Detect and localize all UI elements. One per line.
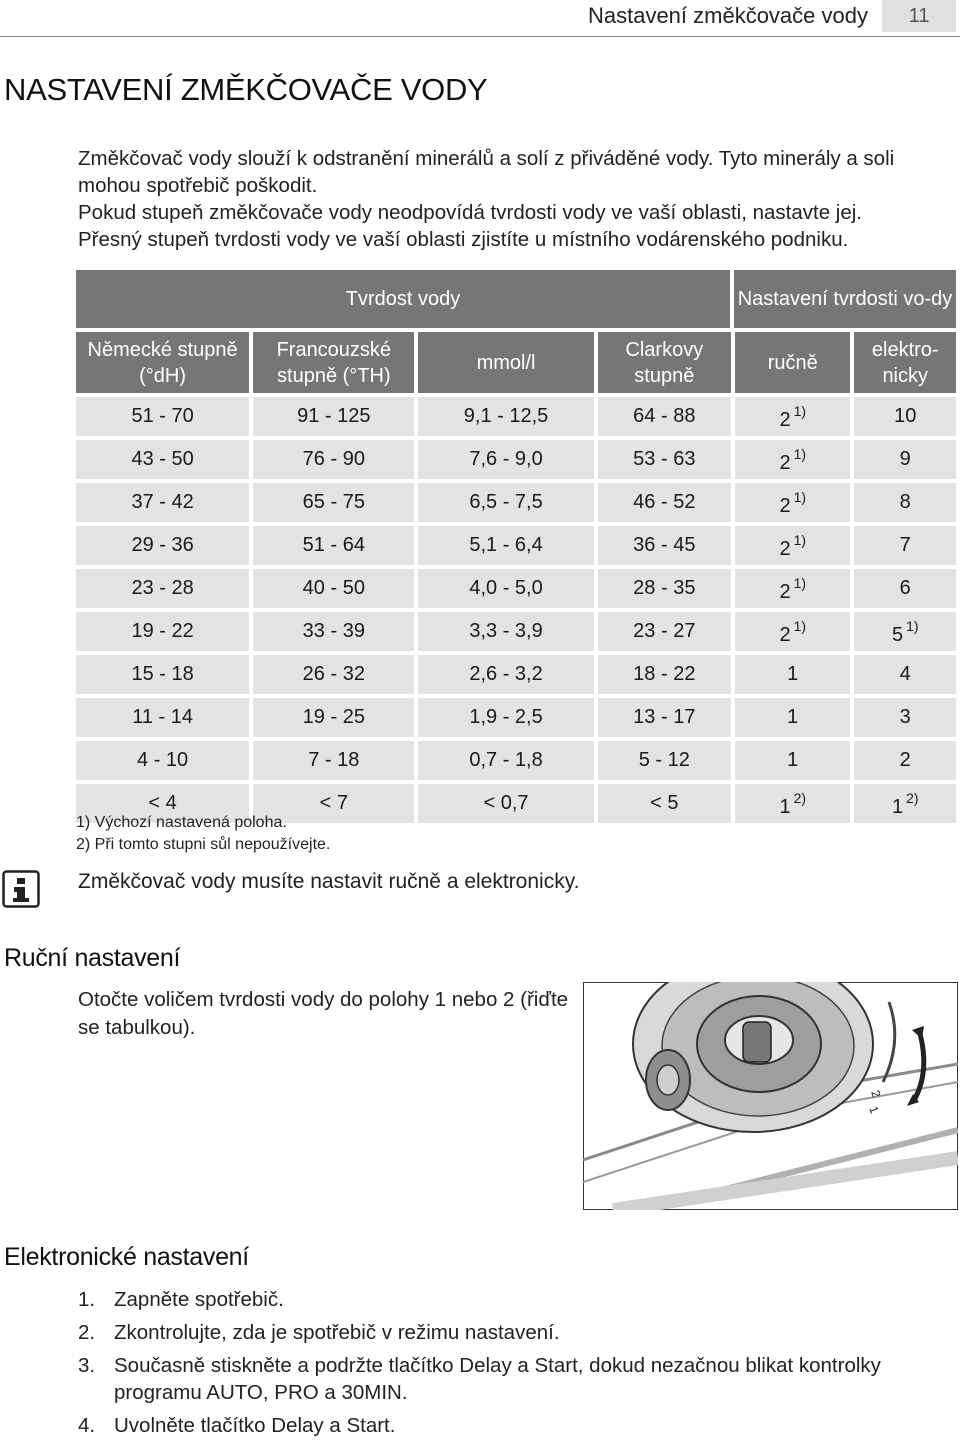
intro-paragraph: Přesný stupeň tvrdosti vody ve vaší oblasti zjistíte u místního vodárenského podniku. [78,228,849,251]
dial-label: 1 [866,1104,882,1116]
cell-mmol: < 0,7 [418,784,593,823]
cell-dh: 4 - 10 [76,741,249,780]
page-title: NASTAVENÍ ZMĚKČOVAČE VODY [4,72,488,107]
table-group-header-row [76,270,956,328]
cell-manual: 2 $^{1)}$ [735,483,850,522]
cell-electronic: 9 [854,440,956,479]
cell-electronic: 3 [854,698,956,737]
cell-th: 26 - 32 [253,655,414,694]
cell-clark: 53 - 63 [598,440,731,479]
electronic-steps-list [78,1286,938,1445]
cell-dh: 43 - 50 [76,440,249,479]
cell-electronic: 1 $^{2)}$ [854,784,956,823]
water-softener-dial-illustration [583,982,958,1210]
table-row [76,698,956,737]
cell-th: 7 - 18 [253,741,414,780]
table-row [76,612,956,651]
table-body [76,397,956,823]
cell-clark: 64 - 88 [598,397,731,436]
cell-electronic: 5 $^{1)}$ [854,612,956,651]
manual-setting-text: Otočte voličem tvrdosti vody do polohy 1 nebo 2 (řiďte se tabulkou). [78,988,569,1039]
cell-manual: 2 $^{1)}$ [735,440,850,479]
column-header-manual: ručně [735,332,850,393]
info-icon [2,870,40,908]
cell-dh: 37 - 42 [76,483,249,522]
cell-th: 40 - 50 [253,569,414,608]
intro-paragraph: Pokud stupeň změkčovače vody neodpovídá tvrdosti vody ve vaší oblasti, nastavte jej. [78,201,862,224]
column-header-th: Francouzské stupně (°TH) [253,332,414,393]
dial-label: 2 [868,1088,884,1100]
footnote: 1) Výchozí nastavená poloha. [76,814,287,831]
cell-manual: 2 $^{1)}$ [735,612,850,651]
table-footnotes [76,812,330,856]
table-row [76,526,956,565]
cell-electronic: 4 [854,655,956,694]
footnote-marker: 1) [793,445,807,462]
footnote-marker: 2) [793,789,807,806]
cell-clark: 36 - 45 [598,526,731,565]
cell-dh: < 4 [76,784,249,823]
intro-text [78,145,958,253]
cell-th: < 7 [253,784,414,823]
cell-clark: 23 - 27 [598,612,731,651]
cell-mmol: 6,5 - 7,5 [418,483,593,522]
table-row [76,440,956,479]
footnote-marker: 1) [793,574,807,591]
column-header-clark: Clarkovy stupně [598,332,731,393]
cell-electronic: 7 [854,526,956,565]
water-hardness-table [76,270,956,823]
cell-clark: 5 - 12 [598,741,731,780]
cell-th: 76 - 90 [253,440,414,479]
cell-th: 91 - 125 [253,397,414,436]
intro-paragraph: Změkčovač vody slouží k odstranění minerálů a solí z přiváděné vody. Tyto minerály a soli mohou spotřebič poškodit. [78,147,895,197]
cell-manual: 2 $^{1)}$ [735,526,850,565]
cell-electronic: 6 [854,569,956,608]
footnote: 2) Při tomto stupni sůl nepoužívejte. [76,836,331,853]
group-header-water-hardness: Tvrdost vody [76,270,730,328]
table-row [76,741,956,780]
cell-dh: 11 - 14 [76,698,249,737]
cell-th: 65 - 75 [253,483,414,522]
cell-dh: 29 - 36 [76,526,249,565]
list-item: 1. Zapněte spotřebič. [78,1288,284,1311]
footnote-marker: 2) [906,789,919,806]
table-row [76,397,956,436]
cell-dh: 19 - 22 [76,612,249,651]
cell-electronic: 2 [854,741,956,780]
cell-dh: 15 - 18 [76,655,249,694]
cell-mmol: 2,6 - 3,2 [418,655,593,694]
cell-manual: 2 $^{1)}$ [735,397,850,436]
group-header-hardness-setting: Nastavení tvrdosti vo-dy [734,270,956,328]
list-item: 3. Současně stiskněte a podržte tlačítko Delay a Start, dokud nezačnou blikat kontrolky programu AUTO, PRO a 30MIN. [78,1354,881,1404]
cell-manual: 2 $^{1)}$ [735,569,850,608]
footnote-marker: 1) [793,402,807,419]
cell-mmol: 7,6 - 9,0 [418,440,593,479]
cell-clark: 13 - 17 [598,698,731,737]
cell-th: 19 - 25 [253,698,414,737]
cell-dh: 23 - 28 [76,569,249,608]
list-item: 2. Zkontrolujte, zda je spotřebič v režimu nastavení. [78,1321,560,1344]
cell-clark: 18 - 22 [598,655,731,694]
running-header-title: Nastavení změkčovače vody [587,3,868,28]
cell-clark: 46 - 52 [598,483,731,522]
cell-manual: 1 [735,698,850,737]
table-row [76,569,956,608]
header-divider [0,36,960,37]
cell-electronic: 10 [854,397,956,436]
cell-th: 51 - 64 [253,526,414,565]
cell-electronic: 8 [854,483,956,522]
table-row [76,483,956,522]
cell-manual: 1 [735,741,850,780]
cell-manual: 1 [735,655,850,694]
info-note: Změkčovač vody musíte nastavit ručně a elektronicky. [78,870,580,893]
table-column-header-row [76,332,956,393]
footnote-marker: 1) [906,617,919,634]
footnote-marker: 1) [793,488,807,505]
cell-clark: 28 - 35 [598,569,731,608]
cell-mmol: 4,0 - 5,0 [418,569,593,608]
section-title-manual: Ruční nastavení [4,944,181,972]
cell-mmol: 9,1 - 12,5 [418,397,593,436]
column-header-dh: Německé stupně (°dH) [76,332,249,393]
cell-dh: 51 - 70 [76,397,249,436]
column-header-electronic: elektro-nicky [854,332,956,393]
cell-mmol: 1,9 - 2,5 [418,698,593,737]
cell-th: 33 - 39 [253,612,414,651]
footnote-marker: 1) [793,617,807,634]
cell-mmol: 5,1 - 6,4 [418,526,593,565]
column-header-mmol: mmol/l [418,332,593,393]
cell-mmol: 3,3 - 3,9 [418,612,593,651]
cell-mmol: 0,7 - 1,8 [418,741,593,780]
cell-clark: < 5 [598,784,731,823]
table-row [76,655,956,694]
footnote-marker: 1) [793,531,807,548]
page-number: 11 [882,0,956,32]
section-title-electronic: Elektronické nastavení [4,1243,249,1271]
list-item: 4. Uvolněte tlačítko Delay a Start. [78,1414,396,1437]
cell-manual: 1 $^{2)}$ [735,784,850,823]
